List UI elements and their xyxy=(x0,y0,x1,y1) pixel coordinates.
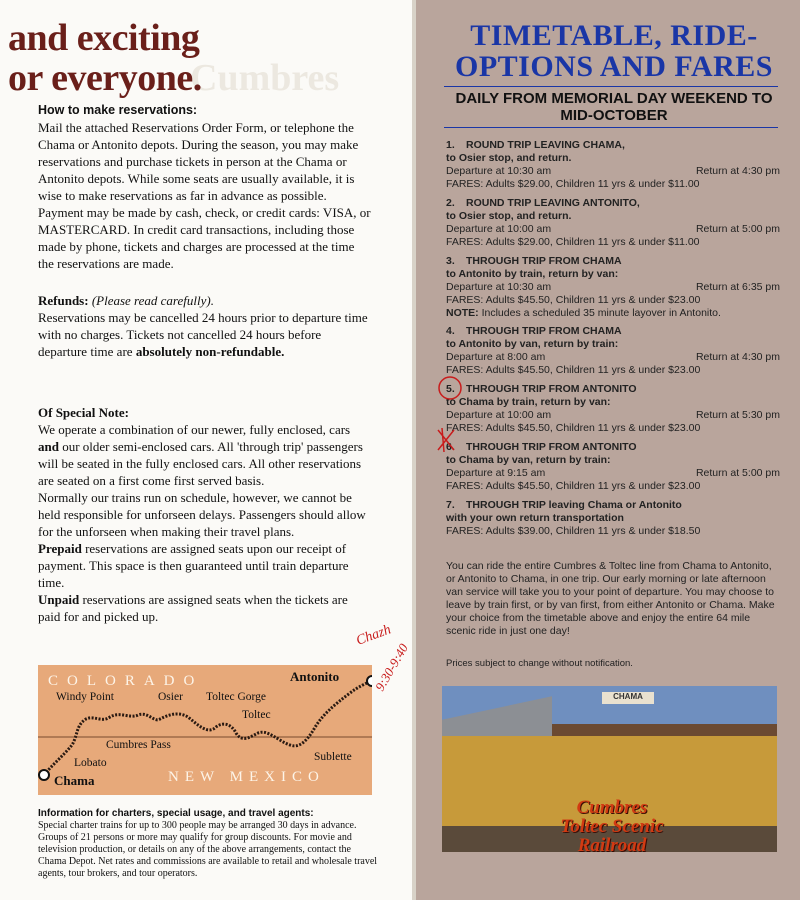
option-title: ROUND TRIP LEAVING CHAMA, xyxy=(466,139,625,151)
ride-option xyxy=(446,139,780,191)
option-departure: Departure at 10:30 am xyxy=(446,281,552,293)
option-number: 6. xyxy=(446,441,455,453)
reservations-paragraph-1: Mail the attached Reservations Order Form, or telephone the Chama or Antonito depots. During the season, you may make reservations and purchase tickets in person at the Chama or Antonito depots. While some seats are usually available, it is wise to make reservations as far in advance as possible. xyxy=(38,120,359,203)
chama-station-marker xyxy=(39,770,49,780)
depot-photo xyxy=(442,686,777,852)
map-label-toltec-gorge: Toltec Gorge xyxy=(206,691,266,703)
map-label-toltec: Toltec xyxy=(242,709,271,721)
option-fares: FARES: Adults $45.50, Children 11 yrs & under $23.00 xyxy=(446,480,701,492)
charter-info-heading: Information for charters, special usage, and travel agents: xyxy=(38,808,314,819)
title-rule-bottom xyxy=(444,127,778,128)
special-note-heading: Of Special Note: xyxy=(38,405,129,420)
option-return: Return at 4:30 pm xyxy=(695,165,780,177)
option-return: Return at 5:00 pm xyxy=(695,467,780,479)
logo-line-2: Toltec Scenic xyxy=(560,816,664,837)
option-title: THROUGH TRIP FROM CHAMA xyxy=(466,325,622,337)
option-subtitle: to Antonito by train, return by van: xyxy=(446,268,619,280)
option-return: Return at 6:35 pm xyxy=(695,281,780,293)
ride-option xyxy=(446,383,780,435)
reservations-section xyxy=(38,102,372,272)
option-number: 7. xyxy=(446,499,455,511)
timetable-title xyxy=(444,20,784,82)
special-note-p1a: We operate a combination of our newer, fully enclosed, cars xyxy=(38,422,351,437)
refunds-note: (Please read carefully). xyxy=(91,293,214,308)
background-watermark: Cumbres xyxy=(190,57,340,99)
prepaid-text: reservations are assigned seats upon our receipt of payment. This space is then guaranteed until train departure time. xyxy=(38,541,349,590)
ride-summary: You can ride the entire Cumbres & Toltec line from Chama to Antonito, or Antonito to Chama, in one trip. Our early morning or late afternoon van service will take you to your point of departure. You may choose to leave by train first, or by van first, from either Antonito or Chama. Make your choice from the timetable above and enjoy the entire 64 mile scenic ride in just one day! xyxy=(446,560,775,637)
option-departure: Departure at 10:00 am xyxy=(446,409,552,421)
option-return: Return at 5:30 pm xyxy=(695,409,780,421)
timetable-title-line-2: OPTIONS AND FARES xyxy=(455,50,773,83)
map-label-cumbres-pass: Cumbres Pass xyxy=(106,739,171,751)
ride-option xyxy=(446,255,780,320)
reservations-heading: How to make reservations: xyxy=(38,103,198,117)
handwritten-time: 9:30-9:40 xyxy=(372,640,411,694)
ride-option xyxy=(446,441,780,493)
prepaid-label: Prepaid xyxy=(38,541,82,556)
option-subtitle: to Osier stop, and return. xyxy=(446,210,572,222)
route-map xyxy=(38,665,372,795)
option-departure: Departure at 8:00 am xyxy=(446,351,546,363)
refunds-heading: Refunds: xyxy=(38,293,89,308)
map-label-sublette: Sublette xyxy=(314,751,352,763)
option-return: Return at 5:00 pm xyxy=(695,223,780,235)
hero-line-2: or everyone. xyxy=(8,57,202,99)
option-subtitle: to Chama by train, return by van: xyxy=(446,396,611,408)
special-note-p2: Normally our trains run on schedule, however, we cannot be held responsible for unforseen delays. Passengers should allow for the unforseen when making their travel plans. xyxy=(38,490,366,539)
ride-option xyxy=(446,197,780,249)
map-state-colorado: COLORADO xyxy=(48,673,204,689)
option-title: THROUGH TRIP FROM ANTONITO xyxy=(466,441,637,453)
option-number: 4. xyxy=(446,325,455,337)
option-subtitle: to Antonito by van, return by train: xyxy=(446,338,619,350)
handwritten-name: Chazh xyxy=(354,622,394,649)
prices-note: Prices subject to change without notification. xyxy=(446,658,633,669)
map-label-antonito: Antonito xyxy=(290,669,340,684)
hero-line-1: and exciting xyxy=(8,17,200,59)
timetable-subtitle: DAILY FROM MEMORIAL DAY WEEKEND TO MID-OCTOBER xyxy=(455,90,773,124)
option-title: ROUND TRIP LEAVING ANTONITO, xyxy=(466,197,640,209)
option-subtitle: to Osier stop, and return. xyxy=(446,152,572,164)
option-title: THROUGH TRIP leaving Chama or Antonito xyxy=(466,499,682,511)
option-number: 5. xyxy=(446,383,455,395)
map-label-windy-point: Windy Point xyxy=(56,691,114,703)
option-note: Includes a scheduled 35 minute layover in Antonito. xyxy=(481,307,721,319)
special-note-and: and xyxy=(38,439,59,454)
refunds-text: Reservations may be cancelled 24 hours prior to departure time with no charges. Tickets not cancelled 24 hours before departure time are xyxy=(38,310,368,359)
timetable-title-line-1: TIMETABLE, RIDE- xyxy=(470,19,758,52)
logo-line-1: Cumbres xyxy=(576,797,648,818)
ride-option xyxy=(446,325,780,377)
depot-sign: CHAMA xyxy=(602,692,654,704)
map-label-chama: Chama xyxy=(54,773,95,788)
option-number: 3. xyxy=(446,255,455,267)
charter-info xyxy=(38,808,378,880)
map-state-new-mexico: NEW MEXICO xyxy=(168,769,325,785)
option-return: Return at 4:30 pm xyxy=(695,351,780,363)
option-note-label: NOTE: xyxy=(446,307,479,319)
option-fares: FARES: Adults $29.00, Children 11 yrs & under $11.00 xyxy=(446,236,700,248)
option-title: THROUGH TRIP FROM CHAMA xyxy=(466,255,622,267)
charter-info-text: Special charter trains for up to 300 people may be arranged 30 days in advance. Groups of 21 persons or more may qualify for group discounts. For movie and television production, or details on any of the above arrangements, contact the Chama Depot. Net rates and commissions are available to retail and wholesale travel agents, tour brokers, and tour operators. xyxy=(38,820,378,879)
option-title: THROUGH TRIP FROM ANTONITO xyxy=(466,383,637,395)
title-rule-top xyxy=(444,86,778,87)
hero-text xyxy=(8,18,202,98)
ink-mark-6 xyxy=(434,426,464,456)
map-label-osier: Osier xyxy=(158,691,183,703)
option-departure: Departure at 10:30 am xyxy=(446,165,552,177)
option-fares: FARES: Adults $45.50, Children 11 yrs & under $23.00 xyxy=(446,294,701,306)
option-fares: FARES: Adults $29.00, Children 11 yrs & under $11.00 xyxy=(446,178,700,190)
reservations-paragraph-2: Payment may be made by cash, check, or credit cards: VISA, or MASTERCARD. In credit card transactions, including those made by phone, tickets and charges are processed at the time the reservations are made. xyxy=(38,205,371,271)
option-departure: Departure at 10:00 am xyxy=(446,223,552,235)
railroad-logo xyxy=(532,798,692,852)
option-number: 1. xyxy=(446,139,455,151)
unpaid-label: Unpaid xyxy=(38,592,80,607)
option-fares: FARES: Adults $45.50, Children 11 yrs & under $23.00 xyxy=(446,364,701,376)
refunds-section xyxy=(38,292,372,360)
option-fares: FARES: Adults $39.00, Children 11 yrs & under $18.50 xyxy=(446,525,701,537)
antonito-station-marker xyxy=(367,676,372,686)
option-departure: Departure at 9:15 am xyxy=(446,467,546,479)
special-note-section xyxy=(38,404,372,625)
refunds-bold: absolutely non-refundable. xyxy=(135,344,285,359)
option-fares: FARES: Adults $45.50, Children 11 yrs & under $23.00 xyxy=(446,422,701,434)
option-subtitle: with your own return transportation xyxy=(446,512,624,524)
ride-option xyxy=(446,499,780,538)
map-label-lobato: Lobato xyxy=(74,757,107,769)
unpaid-text: reservations are assigned seats when the tickets are paid for and picked up. xyxy=(38,592,348,624)
option-subtitle: to Chama by van, return by train: xyxy=(446,454,611,466)
logo-line-3: Railroad xyxy=(577,835,647,852)
special-note-p1b: our older semi-enclosed cars. All 'through trip' passengers will be seated in the fully enclosed cars. All other reservations are seated on a first come first served basis. xyxy=(38,439,363,488)
option-number: 2. xyxy=(446,197,455,209)
ink-circle-5 xyxy=(436,372,466,402)
